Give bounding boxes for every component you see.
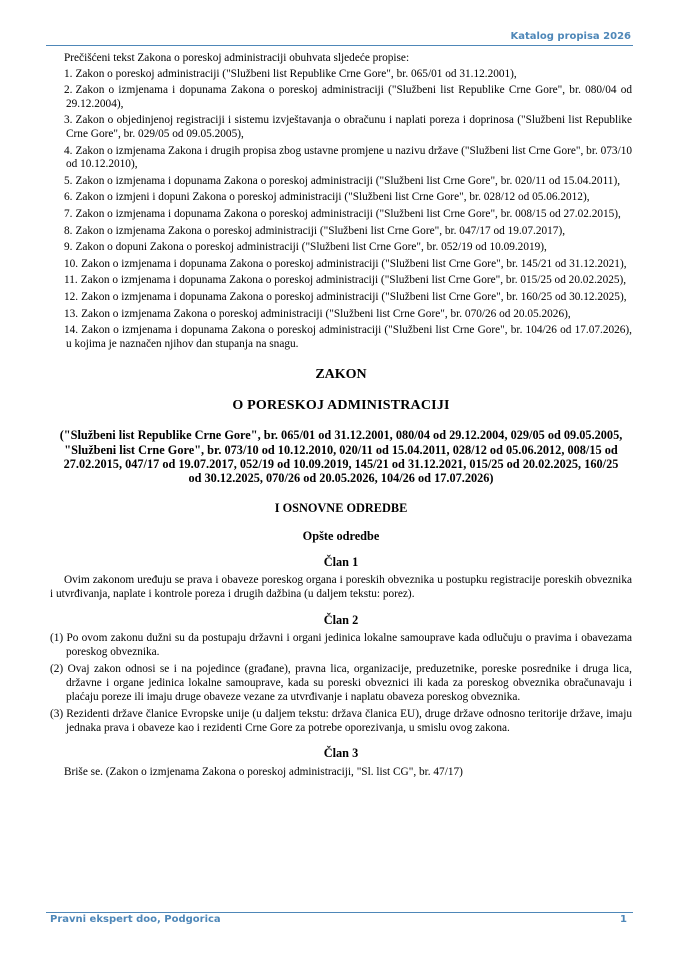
- catalog-header: Katalog propisa 2026: [510, 31, 631, 42]
- article-1-text: Ovim zakonom uređuju se prava i obaveze poreskog organa i poreskih obveznika u postupku registracije poreskih obveznika i utvrđivanja, naplate i kontrole poreza i drugih dažbina (u daljem tekstu: porez).: [50, 574, 632, 601]
- amendment-item: 14. Zakon o izmjenama i dopunama Zakona o poreskoj administraciji ("Službeni list Crne Gore", br. 104/26 od 17.07.2026), u kojima je naznačen njihov dan stupanja na snagu.: [64, 324, 632, 350]
- footer-divider: [46, 912, 633, 913]
- amendment-item: 6. Zakon o izmjeni i dopuni Zakona o poreskoj administraciji ("Službeni list Crne Gore", br. 028/12 od 05.06.2012),: [64, 191, 590, 204]
- amendment-item: 9. Zakon o dopuni Zakona o poreskoj administraciji ("Službeni list Crne Gore", br. 052/19 od 10.09.2019),: [64, 241, 547, 254]
- article-2-paragraph: (1) Po ovom zakonu dužni su da postupaju državni i organi jedinica lokalne samouprave kada odlučuju o pravima i obavezama poreskog obveznika.: [50, 632, 632, 658]
- article-1-heading: Član 1: [323, 554, 359, 569]
- document-body: [50, 52, 632, 780]
- amendment-item: 3. Zakon o objedinjenoj registraciji i sistemu izvještavanja o obračunu i naplati poreza i doprinosa ("Službeni list Republike Crne Gore", br. 029/05 od 09.05.2005),: [64, 114, 632, 140]
- article-2-heading: Član 2: [323, 612, 359, 627]
- amendment-item: 7. Zakon o izmjenama i dopunama Zakona o poreskoj administraciji ("Službeni list Crne Gore", br. 008/15 od 27.02.2015),: [64, 207, 621, 220]
- amendment-item: 13. Zakon o izmjenama Zakona o poreskoj administraciji ("Službeni list Crne Gore", br. 070/26 od 20.05.2026),: [64, 307, 571, 320]
- amendment-item: 1. Zakon o poreskoj administraciji ("Službeni list Republike Crne Gore", br. 065/01 od 31.12.2001),: [64, 67, 517, 80]
- article-3-heading: Član 3: [323, 746, 359, 761]
- part-title: I OSNOVNE ODREDBE: [274, 500, 408, 515]
- header-divider: [46, 45, 633, 46]
- article-2-paragraph: (3) Rezidenti države članice Evropske unije (u daljem tekstu: država članica EU), druge države odnosno teritorije države, imaju jednaka prava i obaveze kao i rezidenti Crne Gore za potrebe oporezivanja, u smislu ovog zakona.: [50, 708, 632, 734]
- law-subtitle: O PORESKOJ ADMINISTRACIJI: [232, 397, 450, 413]
- amendment-list: [50, 68, 632, 352]
- article-3-text: Briše se. (Zakon o izmjenama Zakona o poreskoj administraciji, "Sl. list CG", br. 47/17): [64, 765, 463, 778]
- amendment-item: 5. Zakon o izmjenama i dopunama Zakona o poreskoj administraciji ("Službeni list Crne Gore", br. 020/11 od 15.04.2011),: [64, 174, 621, 187]
- intro-text: Prečišćeni tekst Zakona o poreskoj administraciji obuhvata sljedeće propise:: [64, 52, 410, 64]
- gazette-references: ("Službeni list Republike Crne Gore", br. 065/01 od 31.12.2001, 080/04 od 29.12.2004, 029/05 od 09.05.2005, "Službeni list Crne Gore", br. 073/10 od 10.12.2010, 020/11 od 15.04.2011, 028/12 od 05.06.2012, 008/15 od 27.02.2015, 047/17 od 19.07.2017, 052/19 od 10.09.2019, 145/21 od 31.12.2021, 015/25 od 20.02.2025, 160/25 od 30.12.2025, 070/26 od 20.05.2026, 104/26 od 17.07.2026): [59, 428, 623, 486]
- amendment-item: 11. Zakon o izmjenama i dopunama Zakona o poreskoj administraciji ("Službeni list Crne Gore", br. 015/25 od 20.02.2025),: [64, 274, 627, 287]
- amendment-item: 2. Zakon o izmjenama i dopunama Zakona o poreskoj administraciji ("Službeni list Republike Crne Gore", br. 080/04 od 29.12.2004),: [64, 84, 632, 110]
- section-subtitle: Opšte odredbe: [302, 529, 380, 544]
- article-2-paragraph: (2) Ovaj zakon odnosi se i na pojedince (građane), pravna lica, organizacije, preduzetnike, poreske posrednike i druga lica, državne i organe jedinica lokalne samouprave, kada su poreski obveznici ili kada za poreskog obveznika obračunavaju i plaćaju poreze ili imaju druge obaveze vezane za utvrđivanje i naplatu obaveza poreskog obveznika.: [50, 663, 632, 703]
- amendment-item: 4. Zakon o izmjenama Zakona i drugih propisa zbog ustavne promjene u nazivu države ("Službeni list Crne Gore", br. 073/10 od 10.12.2010),: [64, 144, 632, 171]
- law-title: ZAKON: [315, 367, 367, 383]
- amendment-item: 12. Zakon o izmjenama i dopunama Zakona o poreskoj administraciji ("Službeni list Crne Gore", br. 160/25 od 30.12.2025),: [64, 290, 627, 303]
- page-number: 1: [620, 914, 627, 925]
- publisher-footer: Pravni ekspert doo, Podgorica: [50, 914, 221, 925]
- amendment-item: 8. Zakon o izmjenama Zakona o poreskoj administraciji ("Službeni list Crne Gore", br. 047/17 od 19.07.2017),: [64, 224, 566, 237]
- amendment-item: 10. Zakon o izmjenama i dopunama Zakona o poreskoj administraciji ("Službeni list Crne Gore", br. 145/21 od 31.12.2021),: [64, 257, 627, 270]
